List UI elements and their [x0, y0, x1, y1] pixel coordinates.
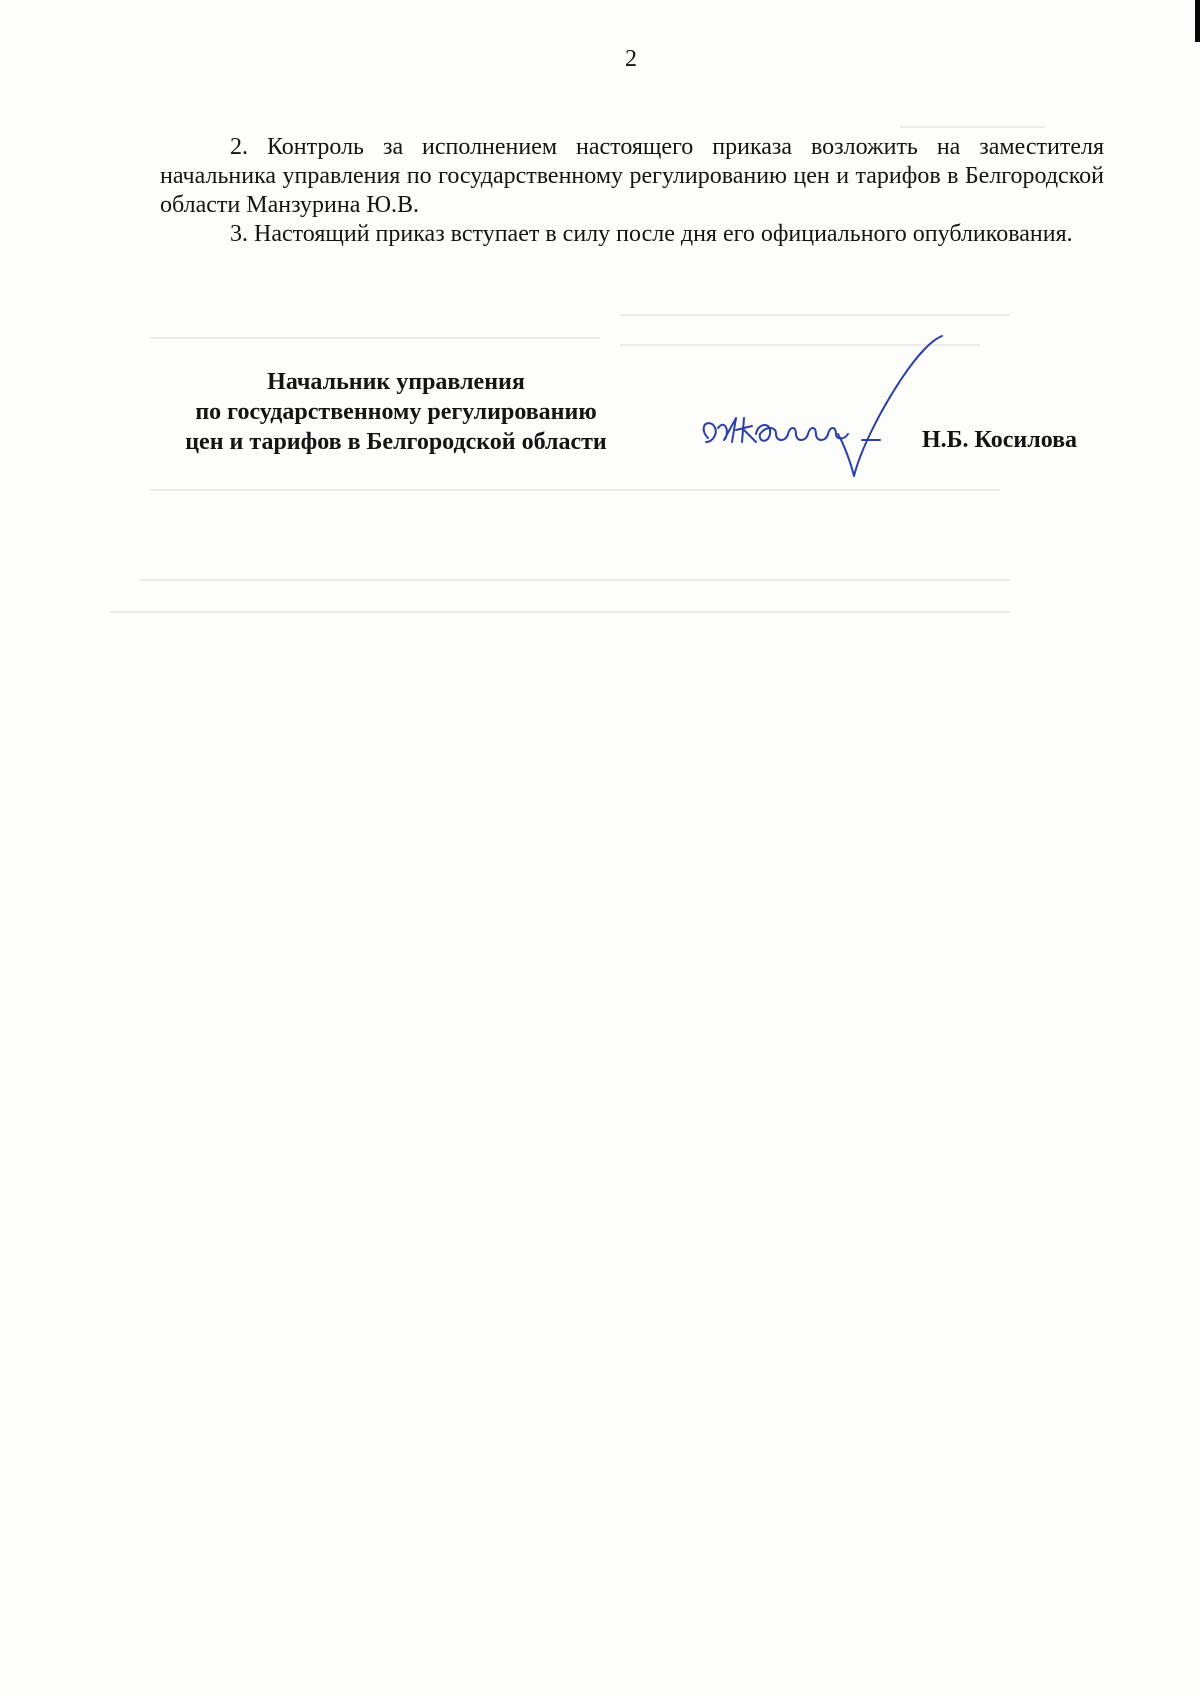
signatory-title	[136, 367, 656, 457]
signatory-title-line-3: цен и тарифов в Белгородской области	[185, 429, 607, 455]
signatory-title-line-1: Начальник управления	[267, 369, 525, 395]
paragraph-2: 2. Контроль за исполнением настоящего приказа возложить на заместителя начальника управления по государственному регулированию цен и тарифов в Белгородской области Манзурина Ю.В.	[160, 134, 1104, 218]
paragraph-3: 3. Настоящий приказ вступает в силу после дня его официального опубликования.	[230, 221, 1073, 247]
signatory-name: Н.Б. Косилова	[922, 427, 1078, 453]
page-number: 2	[625, 46, 637, 72]
handwritten-signature	[696, 330, 996, 490]
body-text	[160, 133, 1104, 249]
scan-edge-mark	[1195, 0, 1200, 42]
signatory-title-line-2: по государственному регулированию	[195, 399, 597, 425]
